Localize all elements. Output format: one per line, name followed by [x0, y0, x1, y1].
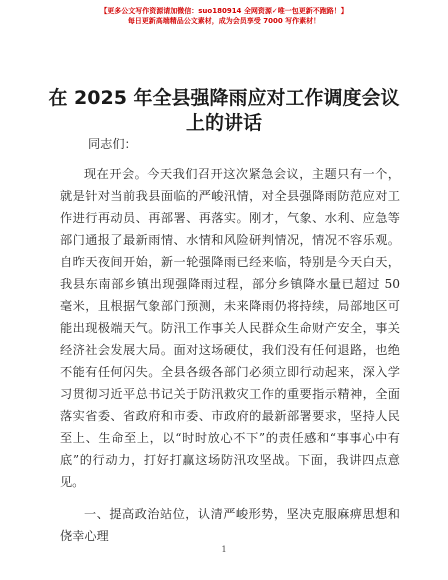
paragraph-opening: 现在开会。今天我们召开这次紧急会议，主题只有一个，就是针对当前我县面临的严峻汛情，对全县强降雨防范应对工作进行再动员、再部署、再落实。刚才，气象、水利、应急等部门通报了最新雨情、水情和风险研判情况，情况不容乐观。自昨天夜间开始，新一轮强降雨已经来临，特别是今天白天，我县东南部乡镇出现强降雨过程，部分乡镇降水量已超过 50 毫米，且根据气象部门预测，未来降雨仍将持续，局部地区可能出现极端天气。防汛工作事关人民群众生命财产安全，事关经济社会发展大局。面对这场硬仗，我们没有任何退路，也绝不能有任何闪失。全县各级各部门必须立即行动起来，深入学习贯彻习近平总书记关于防汛救灾工作的重要指示精神，全面落实省委、省政府和市委、市政府的最新部署要求，坚持人民至上、生命至上，以“时时放心不下”的责任感和“事事心中有底”的行动力，打好打赢这场防汛攻坚战。下面，我讲四点意见。 — [60, 167, 400, 489]
document-title: 在 2025 年全县强降雨应对工作调度会议上的讲话 — [48, 87, 400, 134]
salutation: 同志们： — [88, 137, 137, 151]
page-number: 1 — [221, 545, 227, 554]
promo-banner — [0, 6, 448, 26]
section-heading-1: 一、提高政治站位，认清严峻形势，坚决克服麻痹思想和侥幸心理 — [60, 507, 400, 543]
document-body — [60, 133, 400, 547]
promo-banner-line-2: 每日更新高端精品公文素材，成为会员享受 7000 写作素材！ — [127, 17, 321, 25]
promo-banner-line-1: 【更多公文写作资源请加微信：suo180914 全网资源✓唯一包更新不跑路！】 — [100, 7, 348, 15]
